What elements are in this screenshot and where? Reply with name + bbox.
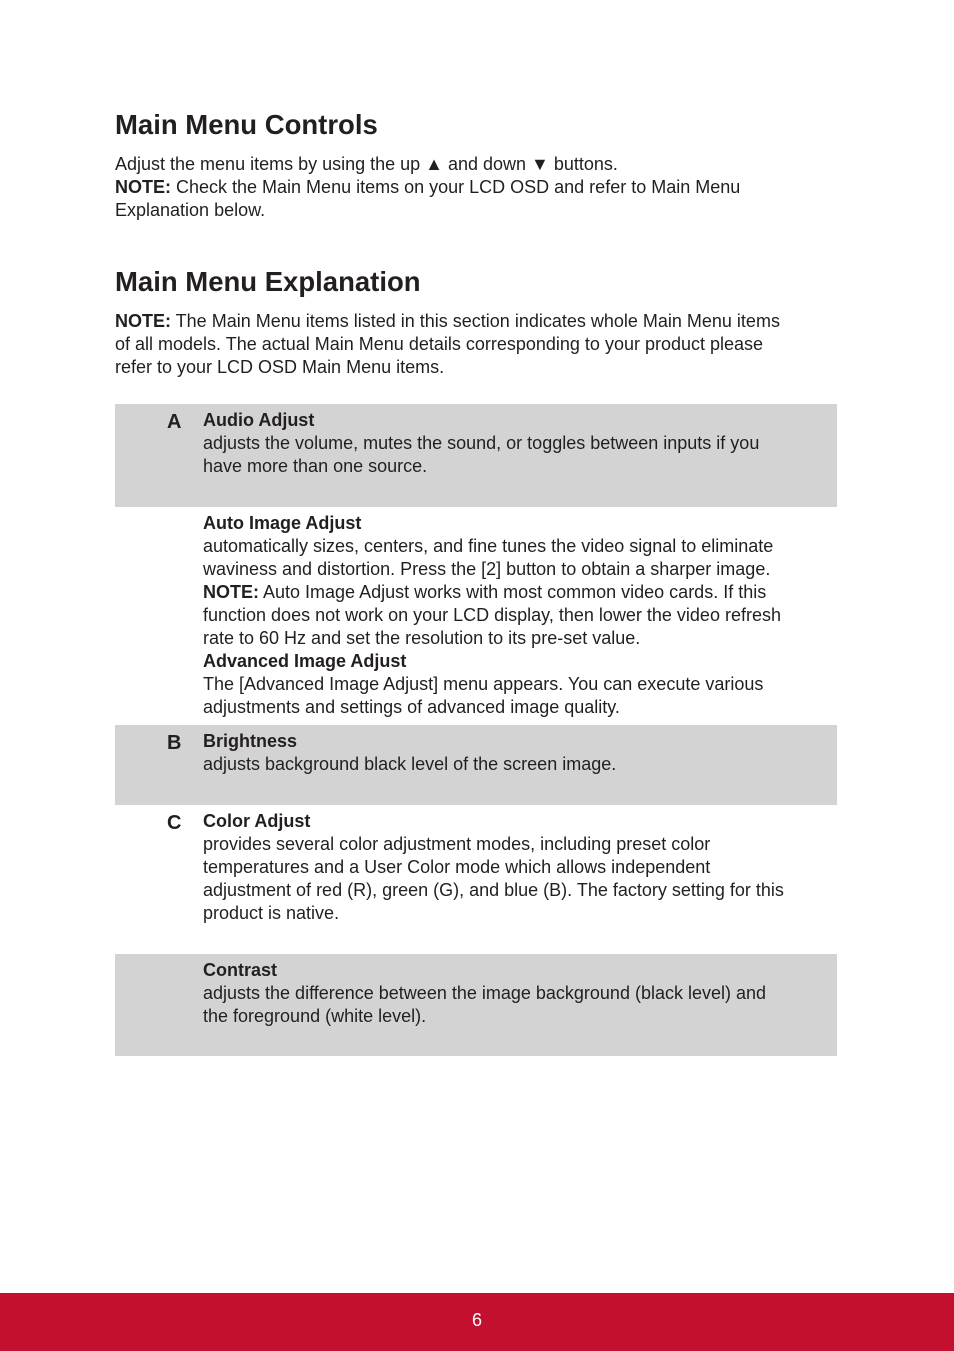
- explanation-note-line: of all models. The actual Main Menu details corresponding to your product please: [115, 334, 764, 354]
- note-text: Auto Image Adjust works with most common video cards. If this: [259, 582, 767, 602]
- table-row-brightness: [115, 725, 837, 805]
- entry-title: Advanced Image Adjust: [203, 651, 407, 671]
- description-line: The [Advanced Image Adjust] menu appears. You can execute various: [203, 674, 764, 694]
- description-line: automatically sizes, centers, and fine tunes the video signal to eliminate: [203, 536, 774, 556]
- entry-title: Contrast: [203, 960, 278, 980]
- entry-title: Color Adjust: [203, 811, 311, 831]
- row-letter: B: [167, 732, 182, 754]
- controls-line: Adjust the menu items by using the up ▲ and down ▼ buttons.: [115, 154, 618, 174]
- note-label: NOTE:: [203, 582, 259, 602]
- description-line: rate to 60 Hz and set the resolution to its pre-set value.: [203, 628, 641, 648]
- table-row-auto-image-adjust: [115, 507, 837, 725]
- note-text: The Main Menu items listed in this section indicates whole Main Menu items: [171, 311, 780, 331]
- description-line: temperatures and a User Color mode which allows independent: [203, 857, 711, 877]
- page-number: 6: [471, 1310, 482, 1330]
- explanation-note-line: refer to your LCD OSD Main Menu items.: [115, 357, 445, 377]
- entry-description: [203, 982, 827, 1028]
- note-label: NOTE:: [115, 311, 171, 331]
- entry-title: Brightness: [203, 731, 298, 751]
- description-line: product is native.: [203, 903, 340, 923]
- entry-description: [203, 833, 827, 925]
- note-label: NOTE:: [115, 177, 171, 197]
- section-main-menu-explanation: [115, 265, 837, 379]
- row-letter: A: [167, 411, 182, 433]
- table-row-audio-adjust: [115, 404, 837, 507]
- entry-title: Audio Adjust: [203, 410, 315, 430]
- explanation-note: [115, 310, 837, 379]
- controls-note-continued: Explanation below.: [115, 200, 266, 220]
- footer-bar: [0, 1293, 954, 1351]
- description-line: adjustment of red (R), green (G), and blue (B). The factory setting for this: [203, 880, 784, 900]
- entry-description: [203, 753, 827, 776]
- controls-instructions: [115, 153, 837, 222]
- description-line: have more than one source.: [203, 456, 428, 476]
- entry-description: [203, 432, 827, 478]
- page-content: [115, 108, 837, 1056]
- row-letter: C: [167, 812, 182, 834]
- description-line: adjustments and settings of advanced image quality.: [203, 697, 620, 717]
- controls-note: [115, 176, 837, 199]
- table-row-color-adjust: [115, 805, 837, 954]
- description-line: adjusts background black level of the screen image.: [203, 754, 617, 774]
- description-line: waviness and distortion. Press the [2] button to obtain a sharper image.: [203, 559, 771, 579]
- description-line: function does not work on your LCD display, then lower the video refresh: [203, 605, 781, 625]
- menu-explanation-table: [115, 404, 837, 1056]
- explanation-note-line: [115, 310, 837, 333]
- section-title-main-menu-explanation: Main Menu Explanation: [115, 266, 421, 297]
- entry-note: [203, 581, 827, 604]
- entry-description: [203, 673, 827, 719]
- section-title-main-menu-controls: Main Menu Controls: [115, 109, 378, 140]
- description-line: adjusts the volume, mutes the sound, or toggles between inputs if you: [203, 433, 760, 453]
- table-row-contrast: [115, 954, 837, 1056]
- description-line: adjusts the difference between the image background (black level) and: [203, 983, 767, 1003]
- entry-description: [203, 535, 827, 650]
- entry-title: Auto Image Adjust: [203, 513, 362, 533]
- description-line: provides several color adjustment modes, including preset color: [203, 834, 711, 854]
- description-line: the foreground (white level).: [203, 1006, 427, 1026]
- note-text: Check the Main Menu items on your LCD OSD and refer to Main Menu: [171, 177, 741, 197]
